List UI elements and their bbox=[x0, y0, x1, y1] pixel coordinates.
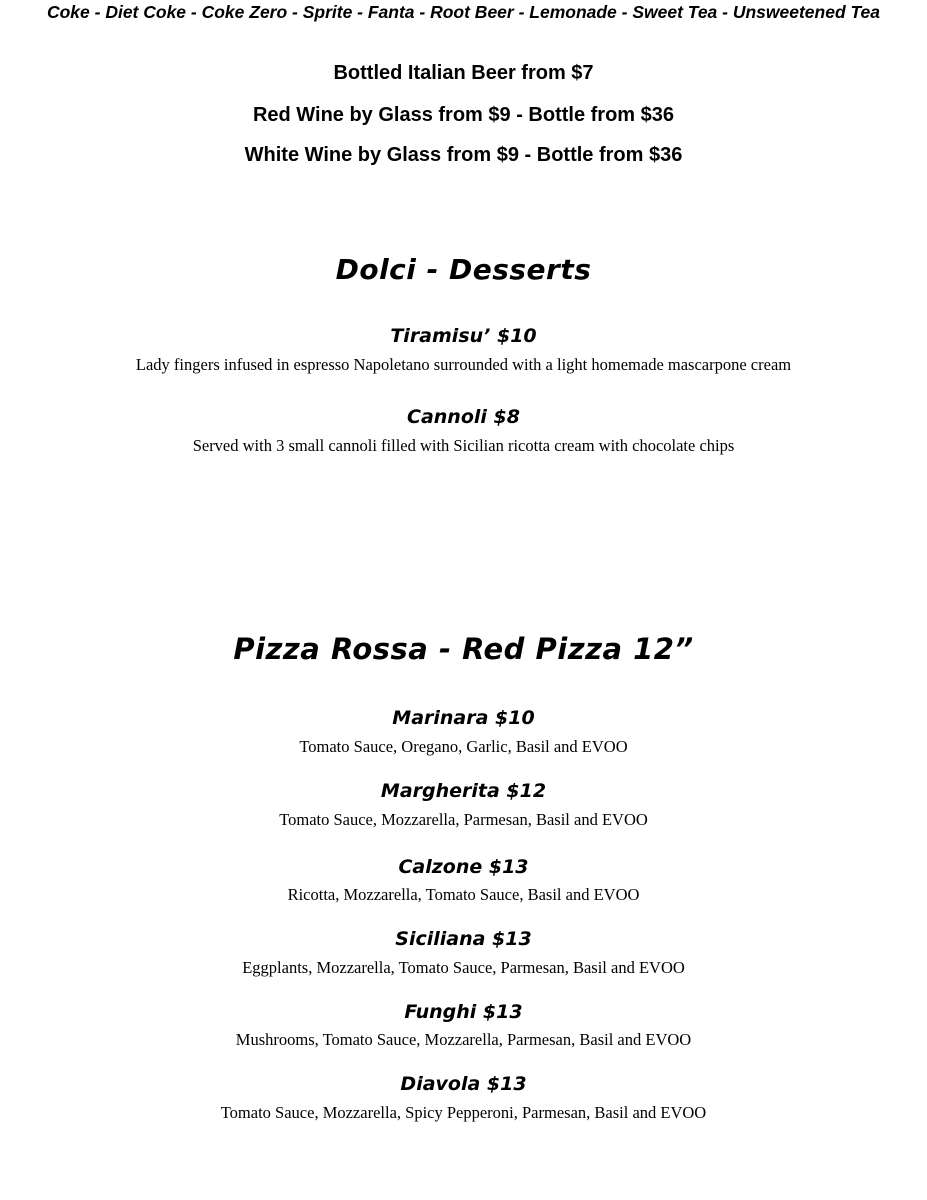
soda-list: Coke - Diet Coke - Coke Zero - Sprite - Fanta - Root Beer - Lemonade - Sweet Tea - Unsweetened Tea bbox=[46, 2, 881, 22]
menu-item-description: Served with 3 small cannoli filled with Sicilian ricotta cream with chocolate chips bbox=[192, 436, 735, 455]
pizza-section-title: Pizza Rossa - Red Pizza 12” bbox=[233, 632, 694, 666]
desserts-section-title: Dolci - Desserts bbox=[335, 253, 592, 286]
menu-item-description: Tomato Sauce, Mozzarella, Parmesan, Basil and EVOO bbox=[279, 810, 648, 829]
menu-item-name: Diavola $13 bbox=[400, 1073, 527, 1095]
red-wine-line: Red Wine by Glass from $9 - Bottle from $36 bbox=[252, 104, 675, 126]
menu-item-description: Eggplants, Mozzarella, Tomato Sauce, Parmesan, Basil and EVOO bbox=[242, 958, 685, 977]
white-wine-line: White Wine by Glass from $9 - Bottle from $36 bbox=[244, 144, 683, 166]
menu-item-name: Marinara $10 bbox=[392, 707, 535, 729]
menu-item-description: Lady fingers infused in espresso Napoletano surrounded with a light homemade mascarpone cream bbox=[135, 355, 792, 374]
menu-item-description: Ricotta, Mozzarella, Tomato Sauce, Basil and EVOO bbox=[287, 885, 640, 904]
menu-item-name: Cannoli $8 bbox=[407, 406, 520, 428]
menu-item-name: Siciliana $13 bbox=[395, 928, 532, 950]
menu-item-name: Margherita $12 bbox=[380, 780, 547, 802]
menu-item-name: Tiramisu’ $10 bbox=[390, 325, 537, 347]
menu-item-description: Tomato Sauce, Oregano, Garlic, Basil and EVOO bbox=[299, 737, 628, 756]
menu-item-description: Tomato Sauce, Mozzarella, Spicy Pepperoni, Parmesan, Basil and EVOO bbox=[220, 1103, 707, 1122]
beer-line: Bottled Italian Beer from $7 bbox=[333, 62, 594, 84]
menu-item-name: Funghi $13 bbox=[404, 1001, 523, 1023]
menu-item-description: Mushrooms, Tomato Sauce, Mozzarella, Parmesan, Basil and EVOO bbox=[235, 1030, 692, 1049]
menu-item-name: Calzone $13 bbox=[398, 856, 529, 878]
